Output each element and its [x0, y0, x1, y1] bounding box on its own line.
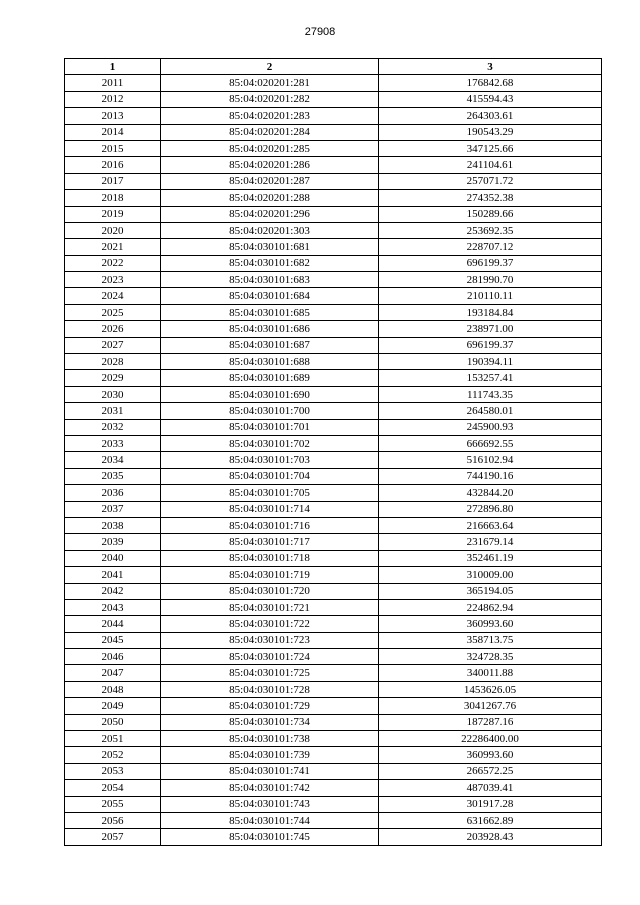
- cadastral-number-cell: 85:04:030101:683: [161, 272, 379, 288]
- cadastral-number-cell: 85:04:030101:738: [161, 731, 379, 747]
- cadastral-number-cell: 85:04:030101:719: [161, 567, 379, 583]
- value-cell: 111743.35: [379, 386, 602, 402]
- row-number-cell: 2038: [65, 517, 161, 533]
- cadastral-number-cell: 85:04:030101:744: [161, 812, 379, 828]
- cadastral-number-cell: 85:04:030101:689: [161, 370, 379, 386]
- row-number-cell: 2045: [65, 632, 161, 648]
- table-row: [65, 698, 602, 714]
- row-number-cell: 2046: [65, 649, 161, 665]
- value-cell: 272896.80: [379, 501, 602, 517]
- cadastral-number-cell: 85:04:020201:284: [161, 124, 379, 140]
- cadastral-number-cell: 85:04:030101:716: [161, 517, 379, 533]
- cadastral-number-cell: 85:04:030101:703: [161, 452, 379, 468]
- value-cell: 324728.35: [379, 649, 602, 665]
- row-number-cell: 2050: [65, 714, 161, 730]
- row-number-cell: 2040: [65, 550, 161, 566]
- cadastral-number-cell: 85:04:020201:283: [161, 108, 379, 124]
- row-number-cell: 2019: [65, 206, 161, 222]
- value-cell: 415594.43: [379, 91, 602, 107]
- value-cell: 216663.64: [379, 517, 602, 533]
- table-row: [65, 206, 602, 222]
- value-cell: 245900.93: [379, 419, 602, 435]
- row-number-cell: 2020: [65, 222, 161, 238]
- table-row: [65, 386, 602, 402]
- value-cell: 210110.11: [379, 288, 602, 304]
- row-number-cell: 2057: [65, 829, 161, 845]
- value-cell: 22286400.00: [379, 731, 602, 747]
- row-number-cell: 2047: [65, 665, 161, 681]
- value-cell: 310009.00: [379, 567, 602, 583]
- cadastral-number-cell: 85:04:030101:687: [161, 337, 379, 353]
- cadastral-number-cell: 85:04:030101:688: [161, 354, 379, 370]
- table-row: [65, 468, 602, 484]
- column-header-3: 3: [379, 59, 602, 75]
- table-row: [65, 75, 602, 91]
- cadastral-number-cell: 85:04:030101:724: [161, 649, 379, 665]
- row-number-cell: 2035: [65, 468, 161, 484]
- value-cell: 301917.28: [379, 796, 602, 812]
- cadastral-number-cell: 85:04:030101:714: [161, 501, 379, 517]
- cadastral-number-cell: 85:04:030101:729: [161, 698, 379, 714]
- cadastral-table: [64, 58, 602, 846]
- table-row: [65, 534, 602, 550]
- table-row: [65, 91, 602, 107]
- cadastral-number-cell: 85:04:030101:734: [161, 714, 379, 730]
- cadastral-number-cell: 85:04:030101:690: [161, 386, 379, 402]
- row-number-cell: 2018: [65, 190, 161, 206]
- row-number-cell: 2030: [65, 386, 161, 402]
- value-cell: 516102.94: [379, 452, 602, 468]
- table-row: [65, 567, 602, 583]
- value-cell: 203928.43: [379, 829, 602, 845]
- value-cell: 352461.19: [379, 550, 602, 566]
- row-number-cell: 2056: [65, 812, 161, 828]
- value-cell: 1453626.05: [379, 681, 602, 697]
- value-cell: 281990.70: [379, 272, 602, 288]
- value-cell: 360993.60: [379, 616, 602, 632]
- value-cell: 264580.01: [379, 403, 602, 419]
- column-header-1: 1: [65, 59, 161, 75]
- cadastral-number-cell: 85:04:030101:741: [161, 763, 379, 779]
- table-row: [65, 403, 602, 419]
- value-cell: 358713.75: [379, 632, 602, 648]
- cadastral-number-cell: 85:04:020201:282: [161, 91, 379, 107]
- row-number-cell: 2043: [65, 599, 161, 615]
- table-row: [65, 190, 602, 206]
- row-number-cell: 2025: [65, 304, 161, 320]
- cadastral-number-cell: 85:04:020201:288: [161, 190, 379, 206]
- cadastral-number-cell: 85:04:030101:686: [161, 321, 379, 337]
- table-row: [65, 173, 602, 189]
- cadastral-number-cell: 85:04:030101:717: [161, 534, 379, 550]
- table-row: [65, 731, 602, 747]
- table-row: [65, 714, 602, 730]
- table-row: [65, 222, 602, 238]
- cadastral-number-cell: 85:04:030101:739: [161, 747, 379, 763]
- row-number-cell: 2013: [65, 108, 161, 124]
- row-number-cell: 2021: [65, 239, 161, 255]
- table-row: [65, 452, 602, 468]
- row-number-cell: 2017: [65, 173, 161, 189]
- row-number-cell: 2028: [65, 354, 161, 370]
- table-row: [65, 124, 602, 140]
- table-row: [65, 337, 602, 353]
- value-cell: 274352.38: [379, 190, 602, 206]
- row-number-cell: 2029: [65, 370, 161, 386]
- cadastral-number-cell: 85:04:020201:285: [161, 140, 379, 156]
- value-cell: 241104.61: [379, 157, 602, 173]
- table-row: [65, 550, 602, 566]
- table-row: [65, 649, 602, 665]
- table-row: [65, 485, 602, 501]
- value-cell: 153257.41: [379, 370, 602, 386]
- table-row: [65, 157, 602, 173]
- table-row: [65, 370, 602, 386]
- table-header-row: [65, 59, 602, 75]
- value-cell: 666692.55: [379, 435, 602, 451]
- value-cell: 744190.16: [379, 468, 602, 484]
- cadastral-number-cell: 85:04:030101:720: [161, 583, 379, 599]
- cadastral-number-cell: 85:04:030101:700: [161, 403, 379, 419]
- row-number-cell: 2037: [65, 501, 161, 517]
- cadastral-number-cell: 85:04:030101:702: [161, 435, 379, 451]
- row-number-cell: 2052: [65, 747, 161, 763]
- cadastral-number-cell: 85:04:030101:701: [161, 419, 379, 435]
- row-number-cell: 2012: [65, 91, 161, 107]
- table-row: [65, 501, 602, 517]
- cadastral-number-cell: 85:04:020201:281: [161, 75, 379, 91]
- cadastral-number-cell: 85:04:030101:718: [161, 550, 379, 566]
- cadastral-number-cell: 85:04:020201:287: [161, 173, 379, 189]
- value-cell: 231679.14: [379, 534, 602, 550]
- table-row: [65, 665, 602, 681]
- table-row: [65, 763, 602, 779]
- row-number-cell: 2031: [65, 403, 161, 419]
- table-row: [65, 796, 602, 812]
- cadastral-number-cell: 85:04:030101:704: [161, 468, 379, 484]
- table-row: [65, 517, 602, 533]
- value-cell: 347125.66: [379, 140, 602, 156]
- row-number-cell: 2032: [65, 419, 161, 435]
- value-cell: 365194.05: [379, 583, 602, 599]
- table-row: [65, 288, 602, 304]
- table-row: [65, 632, 602, 648]
- row-number-cell: 2051: [65, 731, 161, 747]
- cadastral-number-cell: 85:04:030101:728: [161, 681, 379, 697]
- row-number-cell: 2026: [65, 321, 161, 337]
- value-cell: 238971.00: [379, 321, 602, 337]
- value-cell: 257071.72: [379, 173, 602, 189]
- value-cell: 187287.16: [379, 714, 602, 730]
- value-cell: 631662.89: [379, 812, 602, 828]
- row-number-cell: 2034: [65, 452, 161, 468]
- value-cell: 432844.20: [379, 485, 602, 501]
- table-row: [65, 599, 602, 615]
- value-cell: 176842.68: [379, 75, 602, 91]
- table-row: [65, 812, 602, 828]
- value-cell: 360993.60: [379, 747, 602, 763]
- cadastral-number-cell: 85:04:030101:681: [161, 239, 379, 255]
- cadastral-number-cell: 85:04:030101:685: [161, 304, 379, 320]
- table-row: [65, 681, 602, 697]
- table-row: [65, 239, 602, 255]
- value-cell: 253692.35: [379, 222, 602, 238]
- row-number-cell: 2027: [65, 337, 161, 353]
- row-number-cell: 2049: [65, 698, 161, 714]
- cadastral-number-cell: 85:04:030101:742: [161, 780, 379, 796]
- value-cell: 193184.84: [379, 304, 602, 320]
- cadastral-number-cell: 85:04:030101:722: [161, 616, 379, 632]
- row-number-cell: 2054: [65, 780, 161, 796]
- table-row: [65, 140, 602, 156]
- cadastral-number-cell: 85:04:030101:721: [161, 599, 379, 615]
- value-cell: 696199.37: [379, 255, 602, 271]
- row-number-cell: 2055: [65, 796, 161, 812]
- cadastral-number-cell: 85:04:020201:303: [161, 222, 379, 238]
- value-cell: 150289.66: [379, 206, 602, 222]
- cadastral-number-cell: 85:04:030101:725: [161, 665, 379, 681]
- row-number-cell: 2022: [65, 255, 161, 271]
- value-cell: 190543.29: [379, 124, 602, 140]
- row-number-cell: 2015: [65, 140, 161, 156]
- page-number: 27908: [304, 26, 336, 38]
- table-row: [65, 321, 602, 337]
- row-number-cell: 2048: [65, 681, 161, 697]
- table-row: [65, 616, 602, 632]
- table-row: [65, 255, 602, 271]
- row-number-cell: 2011: [65, 75, 161, 91]
- value-cell: 487039.41: [379, 780, 602, 796]
- value-cell: 228707.12: [379, 239, 602, 255]
- table-row: [65, 354, 602, 370]
- value-cell: 224862.94: [379, 599, 602, 615]
- value-cell: 266572.25: [379, 763, 602, 779]
- cadastral-number-cell: 85:04:030101:705: [161, 485, 379, 501]
- cadastral-number-cell: 85:04:020201:286: [161, 157, 379, 173]
- row-number-cell: 2016: [65, 157, 161, 173]
- cadastral-number-cell: 85:04:030101:723: [161, 632, 379, 648]
- table-row: [65, 304, 602, 320]
- value-cell: 190394.11: [379, 354, 602, 370]
- table-row: [65, 108, 602, 124]
- value-cell: 3041267.76: [379, 698, 602, 714]
- value-cell: 340011.88: [379, 665, 602, 681]
- value-cell: 264303.61: [379, 108, 602, 124]
- table-row: [65, 747, 602, 763]
- cadastral-number-cell: 85:04:020201:296: [161, 206, 379, 222]
- row-number-cell: 2033: [65, 435, 161, 451]
- table-row: [65, 780, 602, 796]
- table-row: [65, 829, 602, 845]
- table-row: [65, 583, 602, 599]
- table-row: [65, 435, 602, 451]
- cadastral-number-cell: 85:04:030101:745: [161, 829, 379, 845]
- table-row: [65, 272, 602, 288]
- row-number-cell: 2041: [65, 567, 161, 583]
- value-cell: 696199.37: [379, 337, 602, 353]
- row-number-cell: 2039: [65, 534, 161, 550]
- cadastral-number-cell: 85:04:030101:682: [161, 255, 379, 271]
- column-header-2: 2: [161, 59, 379, 75]
- cadastral-number-cell: 85:04:030101:743: [161, 796, 379, 812]
- cadastral-number-cell: 85:04:030101:684: [161, 288, 379, 304]
- row-number-cell: 2053: [65, 763, 161, 779]
- table-row: [65, 419, 602, 435]
- row-number-cell: 2014: [65, 124, 161, 140]
- table-body: [65, 75, 602, 845]
- row-number-cell: 2044: [65, 616, 161, 632]
- row-number-cell: 2042: [65, 583, 161, 599]
- row-number-cell: 2036: [65, 485, 161, 501]
- row-number-cell: 2024: [65, 288, 161, 304]
- row-number-cell: 2023: [65, 272, 161, 288]
